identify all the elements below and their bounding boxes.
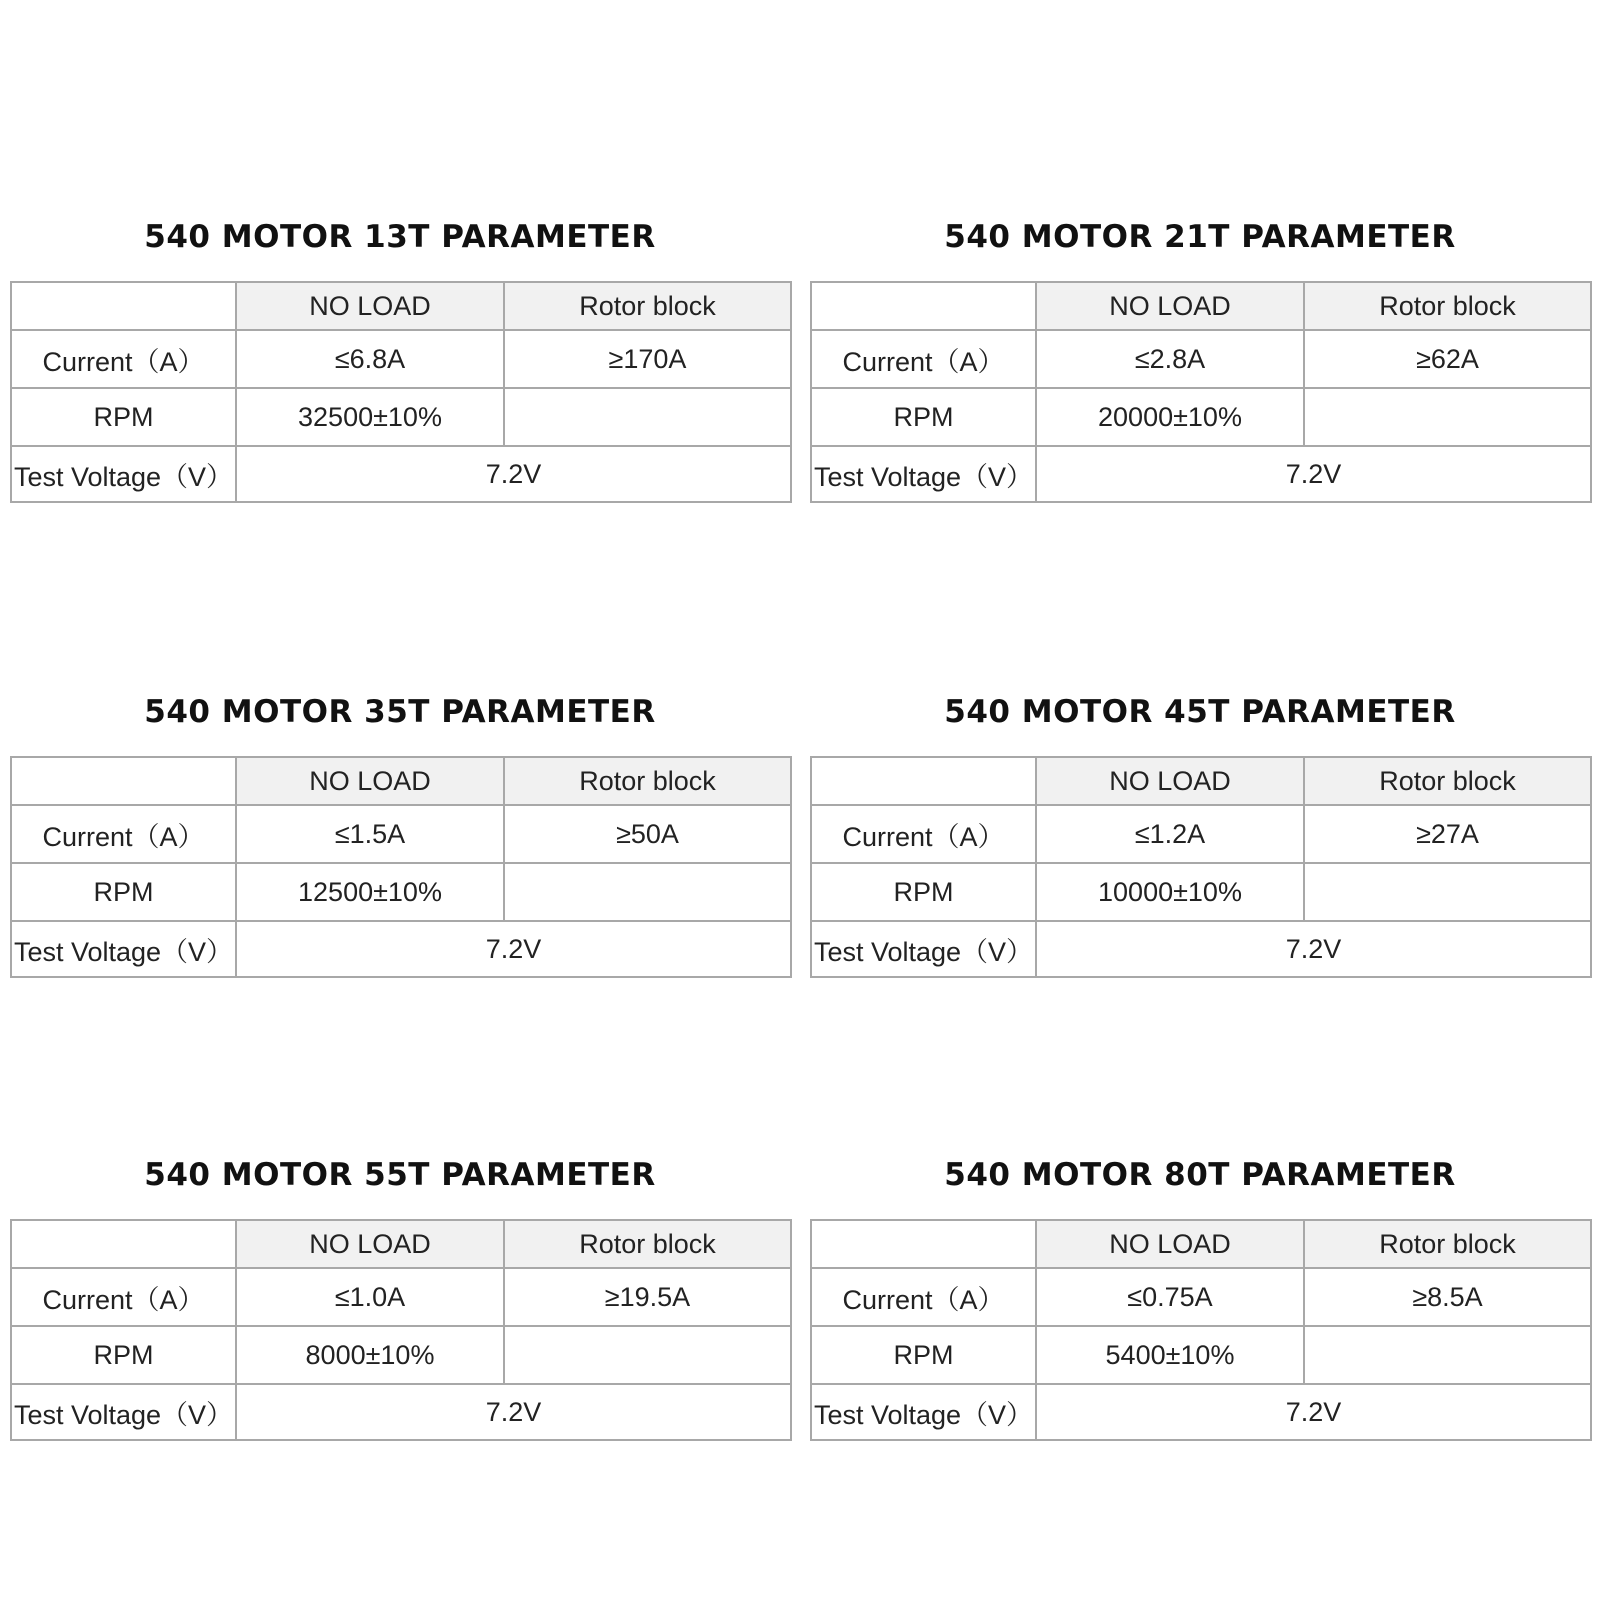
table-row-rpm (811, 388, 1591, 446)
table-row-rpm (811, 1326, 1591, 1384)
table-row-rpm (11, 863, 791, 921)
table-row-test-voltage (11, 1384, 791, 1440)
row-label-test-voltage: Test Voltage（V） (811, 1384, 1036, 1440)
current-no-load-value: ≤0.75A (1036, 1268, 1304, 1326)
header-rotor-block: Rotor block (1304, 1220, 1591, 1268)
header-blank-cell (11, 282, 236, 330)
header-no-load: NO LOAD (236, 1220, 504, 1268)
motor-80t-table (810, 1219, 1592, 1441)
table-row-current (11, 805, 791, 863)
header-no-load: NO LOAD (1036, 282, 1304, 330)
test-voltage-value: 7.2V (236, 1384, 791, 1440)
header-blank-cell (811, 282, 1036, 330)
table-header-row (11, 757, 791, 805)
rpm-no-load-value: 8000±10% (236, 1326, 504, 1384)
motor-35t-block (10, 682, 790, 978)
header-no-load: NO LOAD (1036, 1220, 1304, 1268)
row-label-rpm: RPM (11, 388, 236, 446)
row-label-current: Current（A） (11, 1268, 236, 1326)
row-label-current: Current（A） (11, 330, 236, 388)
table-row-current (11, 330, 791, 388)
table-header-row (811, 282, 1591, 330)
current-no-load-value: ≤1.0A (236, 1268, 504, 1326)
header-no-load: NO LOAD (236, 282, 504, 330)
motor-35t-table (10, 756, 792, 978)
table-row-test-voltage (11, 446, 791, 502)
row-label-rpm: RPM (11, 1326, 236, 1384)
row-label-test-voltage: Test Voltage（V） (11, 1384, 236, 1440)
motor-55t-table (10, 1219, 792, 1441)
table-header-row (811, 1220, 1591, 1268)
rpm-rotor-block-value (504, 863, 791, 921)
motor-13t-title: 540 MOTOR 13T PARAMETER (144, 219, 656, 255)
current-no-load-value: ≤1.2A (1036, 805, 1304, 863)
rpm-no-load-value: 32500±10% (236, 388, 504, 446)
test-voltage-value: 7.2V (236, 921, 791, 977)
motor-45t-block (810, 682, 1590, 978)
motor-21t-table (810, 281, 1592, 503)
row-label-test-voltage: Test Voltage（V） (811, 446, 1036, 502)
table-row-current (811, 330, 1591, 388)
rpm-no-load-value: 10000±10% (1036, 863, 1304, 921)
test-voltage-value: 7.2V (1036, 446, 1591, 502)
rpm-rotor-block-value (1304, 388, 1591, 446)
rpm-rotor-block-value (504, 388, 791, 446)
table-header-row (811, 757, 1591, 805)
table-row-rpm (11, 1326, 791, 1384)
table-row-test-voltage (811, 446, 1591, 502)
current-rotor-block-value: ≥19.5A (504, 1268, 791, 1326)
row-label-rpm: RPM (11, 863, 236, 921)
rpm-rotor-block-value (1304, 1326, 1591, 1384)
header-rotor-block: Rotor block (504, 757, 791, 805)
test-voltage-value: 7.2V (1036, 1384, 1591, 1440)
row-label-rpm: RPM (811, 388, 1036, 446)
table-header-row (11, 282, 791, 330)
motor-45t-table (810, 756, 1592, 978)
rpm-rotor-block-value (504, 1326, 791, 1384)
table-row-rpm (11, 388, 791, 446)
header-rotor-block: Rotor block (504, 1220, 791, 1268)
test-voltage-value: 7.2V (236, 446, 791, 502)
current-no-load-value: ≤2.8A (1036, 330, 1304, 388)
header-no-load: NO LOAD (236, 757, 504, 805)
motor-80t-title: 540 MOTOR 80T PARAMETER (944, 1157, 1456, 1193)
rpm-no-load-value: 5400±10% (1036, 1326, 1304, 1384)
row-label-rpm: RPM (811, 863, 1036, 921)
rpm-no-load-value: 20000±10% (1036, 388, 1304, 446)
header-blank-cell (811, 757, 1036, 805)
row-label-current: Current（A） (811, 330, 1036, 388)
motor-21t-block (810, 207, 1590, 503)
table-row-current (11, 1268, 791, 1326)
row-label-current: Current（A） (811, 1268, 1036, 1326)
motor-80t-block (810, 1145, 1590, 1441)
header-blank-cell (11, 757, 236, 805)
table-row-test-voltage (811, 1384, 1591, 1440)
motor-21t-title: 540 MOTOR 21T PARAMETER (944, 219, 1456, 255)
row-label-current: Current（A） (11, 805, 236, 863)
motor-13t-block (10, 207, 790, 503)
table-row-test-voltage (11, 921, 791, 977)
row-label-test-voltage: Test Voltage（V） (811, 921, 1036, 977)
current-rotor-block-value: ≥27A (1304, 805, 1591, 863)
current-rotor-block-value: ≥170A (504, 330, 791, 388)
current-rotor-block-value: ≥8.5A (1304, 1268, 1591, 1326)
motor-13t-table (10, 281, 792, 503)
current-rotor-block-value: ≥50A (504, 805, 791, 863)
table-row-current (811, 1268, 1591, 1326)
current-no-load-value: ≤6.8A (236, 330, 504, 388)
table-row-rpm (811, 863, 1591, 921)
header-rotor-block: Rotor block (1304, 282, 1591, 330)
header-no-load: NO LOAD (1036, 757, 1304, 805)
row-label-current: Current（A） (811, 805, 1036, 863)
current-no-load-value: ≤1.5A (236, 805, 504, 863)
rpm-rotor-block-value (1304, 863, 1591, 921)
motor-55t-title: 540 MOTOR 55T PARAMETER (144, 1157, 656, 1193)
header-blank-cell (811, 1220, 1036, 1268)
header-rotor-block: Rotor block (1304, 757, 1591, 805)
table-row-current (811, 805, 1591, 863)
motor-35t-title: 540 MOTOR 35T PARAMETER (144, 694, 656, 730)
current-rotor-block-value: ≥62A (1304, 330, 1591, 388)
header-blank-cell (11, 1220, 236, 1268)
test-voltage-value: 7.2V (1036, 921, 1591, 977)
row-label-rpm: RPM (811, 1326, 1036, 1384)
motor-45t-title: 540 MOTOR 45T PARAMETER (944, 694, 1456, 730)
row-label-test-voltage: Test Voltage（V） (11, 921, 236, 977)
header-rotor-block: Rotor block (504, 282, 791, 330)
table-header-row (11, 1220, 791, 1268)
row-label-test-voltage: Test Voltage（V） (11, 446, 236, 502)
rpm-no-load-value: 12500±10% (236, 863, 504, 921)
motor-55t-block (10, 1145, 790, 1441)
table-row-test-voltage (811, 921, 1591, 977)
